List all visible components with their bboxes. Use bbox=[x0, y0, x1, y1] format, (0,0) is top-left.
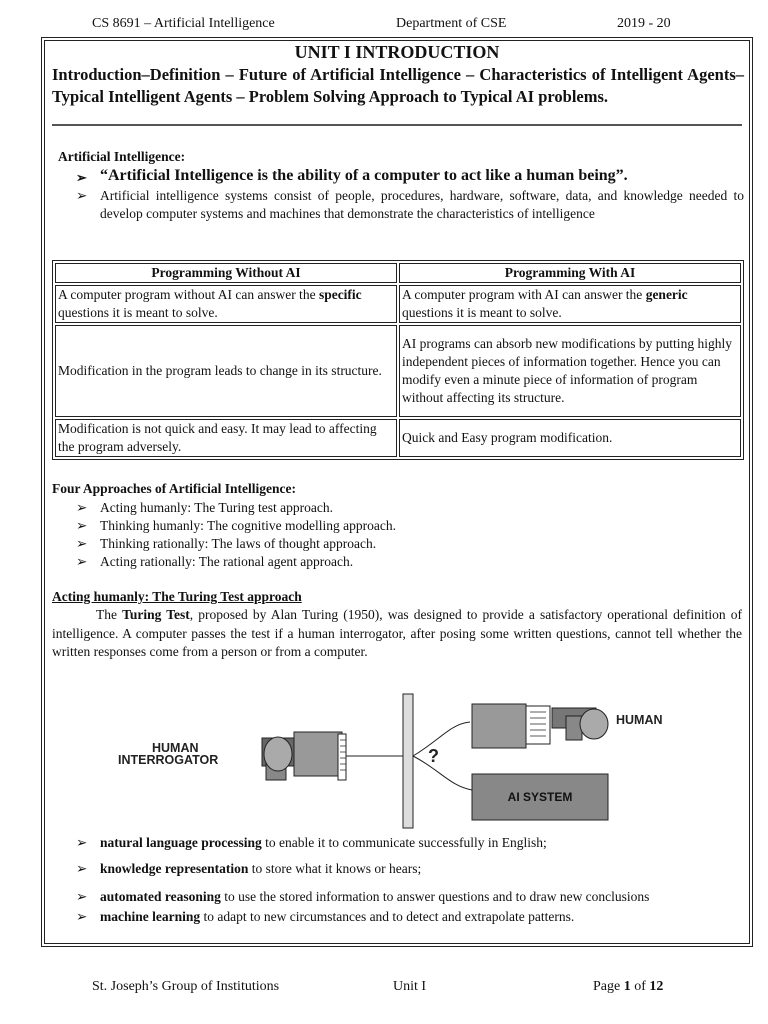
divider bbox=[52, 124, 742, 126]
unit-title: UNIT I INTRODUCTION bbox=[294, 42, 500, 62]
ai-quote-item bbox=[76, 165, 744, 187]
approaches-list bbox=[76, 499, 736, 571]
human-label: HUMAN bbox=[616, 713, 663, 727]
approach-text: Thinking humanly: The cognitive modelling approach. bbox=[100, 518, 396, 533]
interrogator-label-line1: HUMAN bbox=[152, 741, 199, 755]
capability-desc: to adapt to new circumstances and to detect and extrapolate patterns. bbox=[200, 909, 575, 924]
interrogator-label-line2: INTERROGATOR bbox=[118, 753, 219, 767]
table-cell: Modification in the program leads to change in its structure. bbox=[55, 325, 397, 417]
capability-term: natural language processing bbox=[100, 835, 262, 850]
arrow-bullet-icon: ➢ bbox=[76, 909, 88, 924]
turing-paragraph bbox=[52, 606, 742, 662]
list-item bbox=[76, 908, 744, 926]
capabilities-list bbox=[76, 834, 744, 926]
capability-desc: to store what it knows or hears; bbox=[248, 861, 422, 876]
footer-unit: Unit I bbox=[393, 979, 427, 994]
table-cell bbox=[55, 285, 397, 323]
table-cell: AI programs can absorb new modifications by putting highly independent pieces of information together. Hence you can modify even a minute piece of information of program without affecting its structure. bbox=[399, 325, 741, 417]
capability-term: automated reasoning bbox=[100, 889, 221, 904]
approach-text: Thinking rationally: The laws of thought approach. bbox=[100, 536, 377, 551]
cell-text: questions it is meant to solve. bbox=[402, 305, 562, 320]
ai-systems-text: Artificial intelligence systems consist of people, procedures, hardware, software, data, and knowledge needed to develop computer systems and machines that demonstrate the characteristics of intelligence bbox=[100, 188, 744, 221]
unit-topics: Introduction–Definition – Future of Artificial Intelligence – Characteristics of Intelligent Agents–Typical Intelligent Agents – Problem Solving Approach to Typical AI problems. bbox=[52, 65, 744, 106]
page-prefix: Page bbox=[593, 979, 624, 994]
cell-emphasis: generic bbox=[645, 287, 688, 302]
list-item bbox=[76, 888, 744, 906]
question-mark: ? bbox=[428, 746, 439, 766]
table-cell bbox=[399, 285, 741, 323]
table-row bbox=[55, 419, 741, 457]
table-row bbox=[55, 325, 741, 417]
table-header-with-ai: Programming With AI bbox=[399, 263, 741, 283]
cell-text: A computer program without AI can answer the bbox=[58, 287, 319, 302]
turing-heading: Acting humanly: The Turing Test approach bbox=[52, 589, 302, 604]
table-cell: Modification is not quick and easy. It may lead to affecting the program adversely. bbox=[55, 419, 397, 457]
list-item bbox=[76, 553, 736, 571]
table-row bbox=[55, 285, 741, 323]
approaches-heading: Four Approaches of Artificial Intelligence: bbox=[52, 481, 296, 496]
list-item bbox=[76, 499, 736, 517]
table-cell: Quick and Easy program modification. bbox=[399, 419, 741, 457]
cell-text: A computer program with AI can answer the bbox=[402, 287, 646, 302]
ai-definition-list bbox=[76, 165, 744, 223]
approach-text: Acting humanly: The Turing test approach. bbox=[100, 500, 333, 515]
dividing-wall bbox=[403, 694, 413, 828]
ai-systems-item bbox=[76, 187, 744, 223]
page-of: of bbox=[630, 979, 650, 994]
turing-test-diagram bbox=[110, 690, 710, 830]
arrow-bullet-icon: ➢ bbox=[76, 536, 88, 551]
arrow-bullet-icon: ➢ bbox=[76, 170, 87, 185]
list-item bbox=[76, 860, 744, 878]
arrow-bullet-icon: ➢ bbox=[76, 861, 88, 876]
arrow-bullet-icon: ➢ bbox=[76, 188, 88, 203]
arrow-bullet-icon: ➢ bbox=[76, 889, 88, 904]
arrow-bullet-icon: ➢ bbox=[76, 500, 88, 515]
ai-system-label: AI SYSTEM bbox=[507, 790, 573, 804]
link-to-human bbox=[413, 722, 470, 756]
cell-emphasis: specific bbox=[318, 287, 362, 302]
capability-term: machine learning bbox=[100, 909, 201, 924]
arrow-bullet-icon: ➢ bbox=[76, 835, 88, 850]
table-header-without-ai: Programming Without AI bbox=[55, 263, 397, 283]
list-item bbox=[76, 535, 736, 553]
ai-quote: “Artificial Intelligence is the ability of a computer to act like a human being”. bbox=[100, 167, 628, 184]
cell-text: questions it is meant to solve. bbox=[58, 305, 218, 320]
list-item bbox=[76, 517, 736, 535]
interrogator-icon bbox=[262, 732, 346, 780]
list-item bbox=[76, 834, 744, 852]
capability-desc: to enable it to communicate successfully in English; bbox=[261, 835, 547, 850]
header-course: CS 8691 – Artificial Intelligence bbox=[92, 16, 275, 31]
footer-institution: St. Joseph’s Group of Institutions bbox=[92, 979, 280, 994]
para-text: , proposed by Alan Turing (1950), was designed to provide a satisfactory operational definition of intelligence. A computer passes the test if a human interrogator, after posing some written questions, cannot tell whether the written responses come from a person or from a computer. bbox=[52, 607, 742, 659]
footer-page-number bbox=[593, 979, 663, 995]
capability-desc: to use the stored information to answer questions and to draw new conclusions bbox=[220, 889, 650, 904]
approach-text: Acting rationally: The rational agent approach. bbox=[100, 554, 354, 569]
capability-term: knowledge representation bbox=[100, 861, 249, 876]
header-year: 2019 - 20 bbox=[617, 16, 671, 31]
arrow-bullet-icon: ➢ bbox=[76, 518, 88, 533]
ai-heading: Artificial Intelligence: bbox=[58, 149, 186, 164]
arrow-bullet-icon: ➢ bbox=[76, 554, 88, 569]
link-to-ai bbox=[413, 756, 472, 790]
comparison-table bbox=[52, 260, 744, 460]
para-emphasis: Turing Test bbox=[122, 607, 190, 622]
page-current: 1 bbox=[623, 979, 631, 994]
header-department: Department of CSE bbox=[396, 16, 507, 31]
human-icon bbox=[472, 704, 608, 748]
para-text: The bbox=[96, 607, 123, 622]
page-total: 12 bbox=[649, 979, 664, 994]
